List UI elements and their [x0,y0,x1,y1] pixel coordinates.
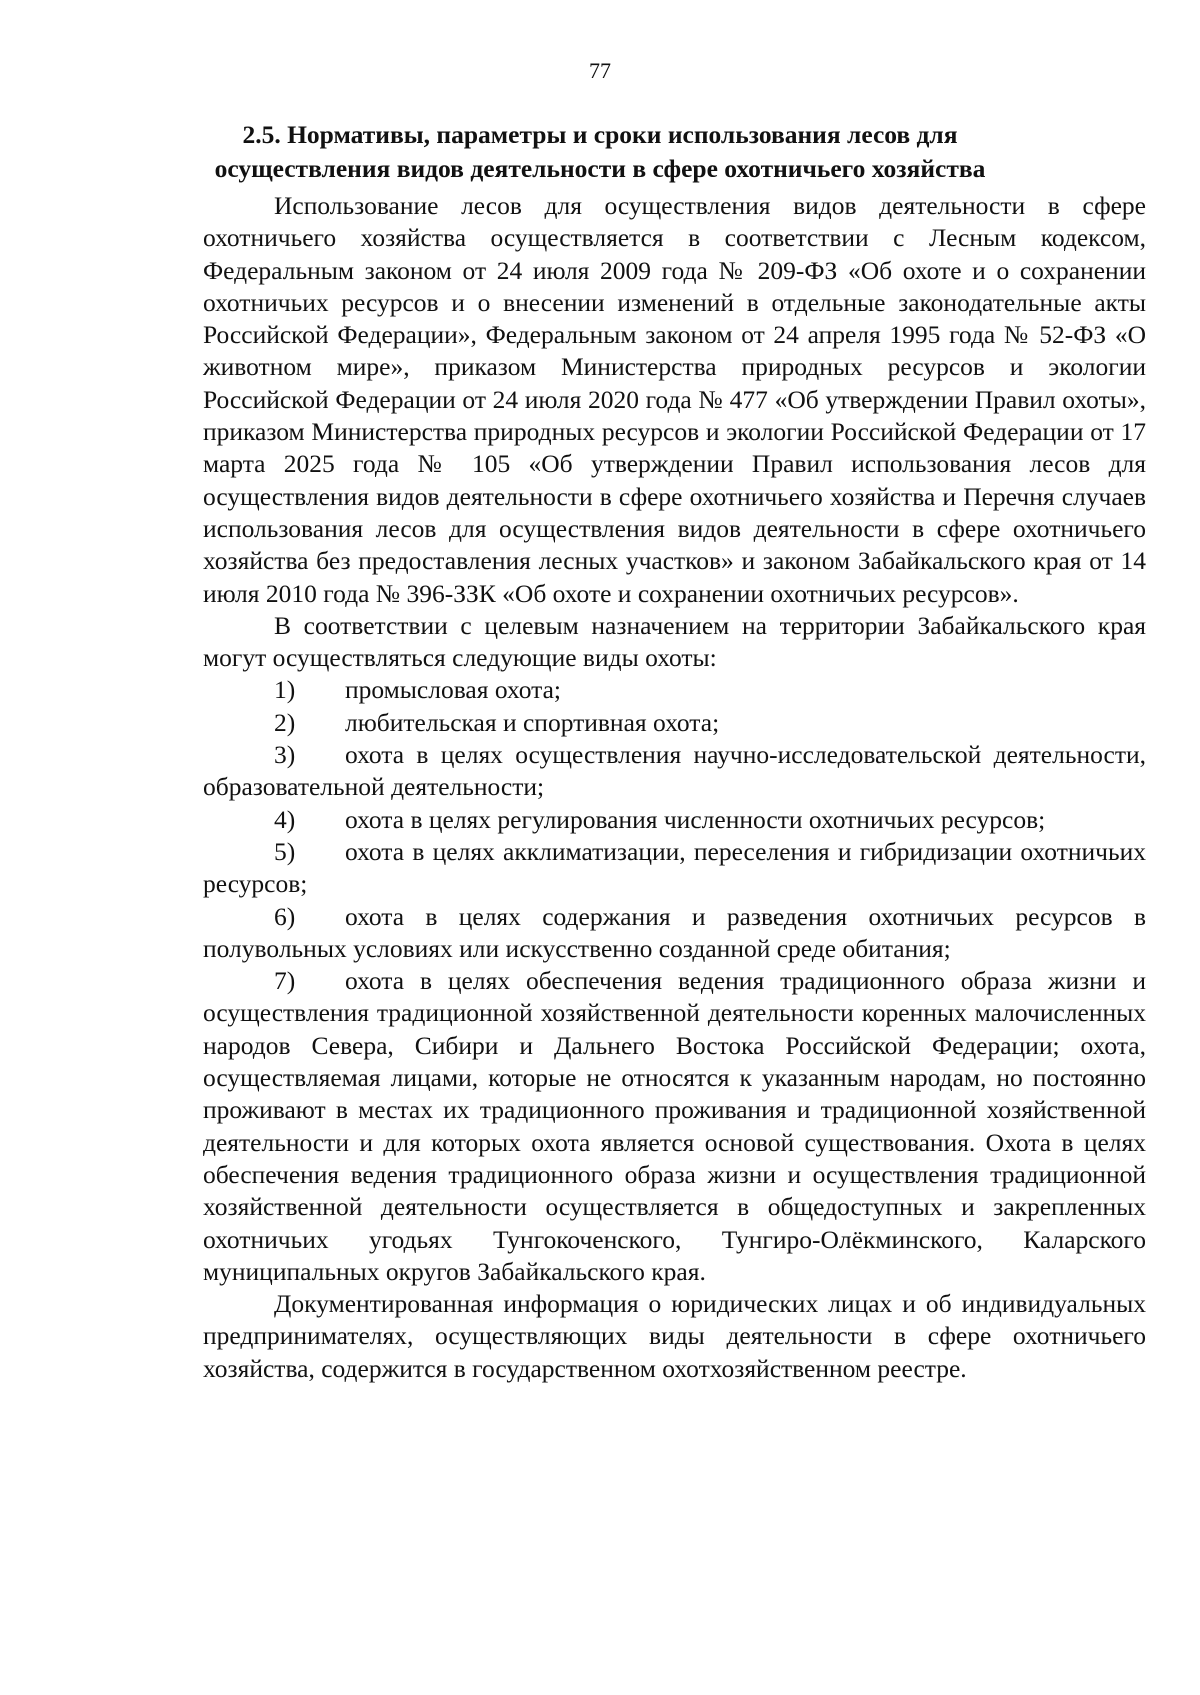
list-item-number: 7) [274,966,296,996]
list-item-number: 1) [274,675,296,705]
paragraph-legal-basis: Использование лесов для осуществления видов деятельности в сфере охотничьего хозяйства осуществляется в соответствии с Лесным кодексом, Федеральным законом от 24 июля 2009 года № 209-ФЗ «Об охоте и о сохранении охотничьих ресурсов и о внесении изменений в отдельные законодательные акты Российской Федерации», Федеральным законом от 24 апреля 1995 года № 52-ФЗ «О животном мире», приказом Министерства природных ресурсов и экологии Российской Федерации от 24 июля 2020 года № 477 «Об утверждении Правил охоты», приказом Министерства природных ресурсов и экологии Российской Федерации от 17 марта 2025 года № 105 «Об утверждении Правил использования лесов для осуществления видов деятельности в сфере охотничьего хозяйства и Перечня случаев использования лесов для осуществления видов деятельности в сфере охотничьего хозяйства без предоставления лесных участков» и законом Забайкальского края от 14 июля 2010 года № 396-ЗЗК «Об охоте и сохранении охотничьих ресурсов». [203,191,1146,608]
section-heading [150,118,1050,186]
list-item-number: 4) [274,804,296,834]
list-item [203,804,1146,836]
list-item-number: 2) [274,707,296,737]
section-heading-line-1: 2.5. Нормативы, параметры и сроки использования лесов для [242,120,958,149]
list-item-text: любительская и спортивная охота; [345,707,720,737]
list-item [203,901,1146,966]
list-item-number: 3) [274,740,296,770]
list-item-number: 6) [274,901,296,931]
paragraph-hunt-types-intro: В соответствии с целевым назначением на территории Забайкальского края могут осуществляться следующие виды охоты: [203,610,1146,673]
list-item [203,836,1146,901]
list-item-text: охота в целях содержания и разведения охотничьих ресурсов в полувольных условиях или искусственно созданной среде обитания; [203,901,1146,963]
list-item [203,739,1146,804]
list-item [203,965,1146,1288]
page-number: 77 [589,58,611,83]
section-heading-line-2: осуществления видов деятельности в сфере охотничьего хозяйства [214,154,986,183]
list-item-text: промысловая охота; [345,675,562,705]
list-item-text: охота в целях акклиматизации, переселения и гибридизации охотничьих ресурсов; [203,836,1146,899]
list-item [203,707,1146,739]
list-item-text: охота в целях осуществления научно-исследовательской деятельности, образовательной деятельности; [203,740,1146,802]
paragraph-registry-info: Документированная информация о юридических лицах и об индивидуальных предпринимателях, осуществляющих виды деятельности в сфере охотничьего хозяйства, содержится в государственном охотхозяйственном реестре. [203,1289,1146,1383]
document-body [203,190,1146,1385]
list-item-number: 5) [274,836,296,866]
list-item-text: охота в целях регулирования численности охотничьих ресурсов; [345,804,1046,834]
list-item [203,674,1146,706]
hunt-types-list [203,674,1146,1288]
list-item-text: охота в целях обеспечения ведения традиционного образа жизни и осуществления традиционной хозяйственной деятельности коренных малочисленных народов Севера, Сибири и Дальнего Востока Российской Федерации; охота, осуществляемая лицами, которые не относятся к указанным народам, но постоянно проживают в местах их традиционного проживания и традиционной хозяйственной деятельности и для которых охота является основой существования. Охота в целях обеспечения ведения традиционного образа жизни и осуществления традиционной хозяйственной деятельности осуществляется в общедоступных и закрепленных охотничьих угодьях Тунгокоченского, Тунгиро-Олёкминского, Каларского муниципальных округов Забайкальского края. [203,966,1146,1286]
